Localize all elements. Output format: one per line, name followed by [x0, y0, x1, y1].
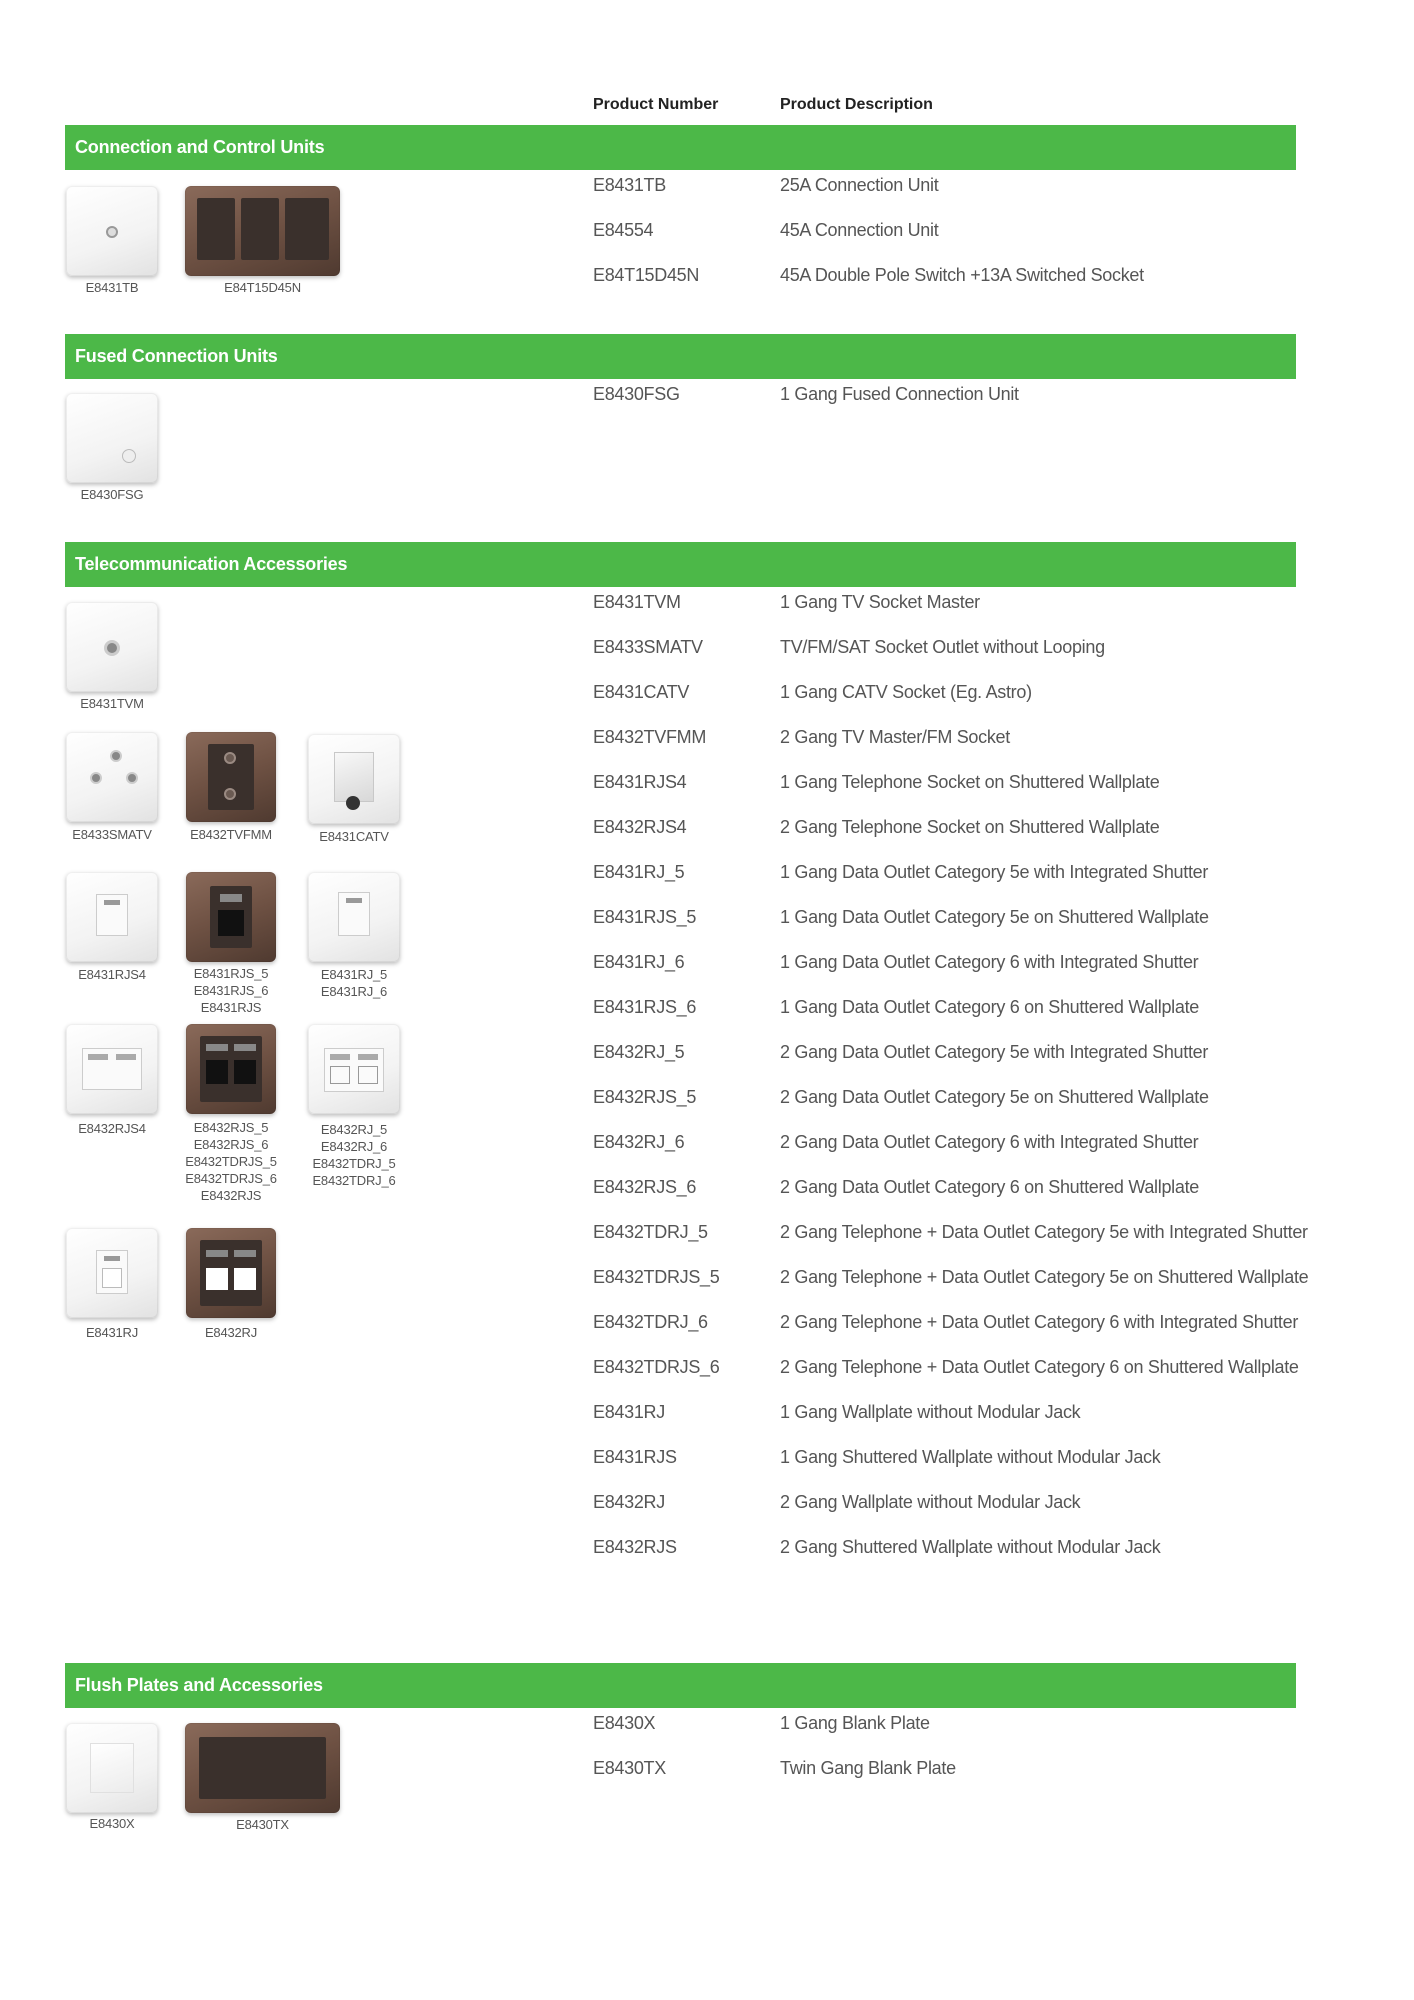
socket-icon	[285, 198, 329, 260]
product-number: E8431RJ_5	[593, 862, 685, 882]
wallplate-image	[66, 1228, 158, 1318]
product-description: 1 Gang Data Outlet Category 5e on Shuttered Wallplate	[780, 907, 1209, 927]
product-description: 2 Gang Telephone + Data Outlet Category 5e on Shuttered Wallplate	[780, 1267, 1309, 1287]
product-caption: E8431RJ	[85, 1325, 139, 1340]
wallplate-image	[185, 1723, 340, 1813]
jack-opening	[206, 1268, 228, 1290]
product-number: E8431RJS_6	[593, 997, 697, 1017]
product-caption: E8431RJS4	[78, 967, 146, 982]
sat-socket-icon	[110, 750, 122, 762]
product-number: E84554	[593, 220, 654, 240]
product-number: E8432TDRJ_6	[593, 1312, 708, 1332]
caption-line: E8432TDRJS_6	[185, 1171, 277, 1186]
table-row	[0, 592, 1414, 620]
product-number: E8433SMATV	[593, 637, 703, 657]
product-description: 1 Gang Shuttered Wallplate without Modular Jack	[780, 1447, 1161, 1467]
product-description: 25A Connection Unit	[780, 175, 939, 195]
label-icon	[330, 1054, 350, 1060]
caption-line: E8431RJ_6	[320, 984, 388, 999]
product-description: 2 Gang Shuttered Wallplate without Modular Jack	[780, 1537, 1161, 1557]
blank-insert	[199, 1737, 326, 1799]
table-row	[0, 682, 1414, 710]
table-row	[0, 1357, 1414, 1385]
product-caption	[176, 965, 286, 1016]
shutter-icon	[104, 900, 120, 905]
product-caption: E8433SMATV	[72, 827, 152, 842]
label-icon	[220, 894, 242, 902]
label-icon	[104, 1256, 120, 1261]
wallplate-image	[308, 872, 400, 962]
product-description: 2 Gang Data Outlet Category 6 on Shuttered Wallplate	[780, 1177, 1199, 1197]
label-icon	[116, 1054, 136, 1060]
jack-icon	[206, 1060, 228, 1084]
caption-line: E8432TDRJS_5	[185, 1154, 277, 1169]
caption-line: E8432TDRJ_5	[312, 1156, 396, 1171]
product-description: 1 Gang CATV Socket (Eg. Astro)	[780, 682, 1032, 702]
table-row	[0, 1492, 1414, 1520]
wallplate-image	[66, 872, 158, 962]
jack-opening	[102, 1268, 122, 1288]
caption-line: E8431RJS_6	[193, 983, 269, 998]
product-number: E8432TDRJS_5	[593, 1267, 720, 1287]
product-description: 2 Gang TV Master/FM Socket	[780, 727, 1010, 747]
product-number: E8431RJS	[593, 1447, 677, 1467]
product-description: 2 Gang Wallplate without Modular Jack	[780, 1492, 1081, 1512]
jack-opening	[234, 1268, 256, 1290]
product-number: E8432RJS	[593, 1537, 677, 1557]
product-caption	[301, 1121, 407, 1189]
label-icon	[88, 1054, 108, 1060]
product-description: 2 Gang Data Outlet Category 6 with Integrated Shutter	[780, 1132, 1199, 1152]
product-number: E8431RJ	[593, 1402, 665, 1422]
blank-insert	[90, 1743, 134, 1793]
product-number: E8432RJ_5	[593, 1042, 685, 1062]
product-number: E8432TDRJS_6	[593, 1357, 720, 1377]
fm-socket-icon	[224, 788, 236, 800]
wallplate-image	[186, 872, 276, 962]
label-icon	[346, 898, 362, 903]
wallplate-image	[186, 1024, 276, 1114]
product-description: 2 Gang Telephone + Data Outlet Category 5e with Integrated Shutter	[780, 1222, 1308, 1242]
product-caption: E8431TVM	[80, 696, 144, 711]
product-description: 2 Gang Data Outlet Category 5e with Integrated Shutter	[780, 1042, 1209, 1062]
product-description: 1 Gang Blank Plate	[780, 1713, 930, 1733]
product-caption: E8430TX	[236, 1817, 289, 1832]
product-description: 1 Gang Data Outlet Category 5e with Integrated Shutter	[780, 862, 1209, 882]
product-number: E84T15D45N	[593, 265, 700, 285]
product-description: 1 Gang Fused Connection Unit	[780, 384, 1019, 404]
product-number: E8432RJ	[593, 1492, 665, 1512]
product-description: 45A Double Pole Switch +13A Switched Socket	[780, 265, 1144, 285]
column-header-product-number: Product Number	[593, 96, 719, 113]
product-description: 1 Gang Wallplate without Modular Jack	[780, 1402, 1081, 1422]
product-caption: E8431CATV	[319, 829, 389, 844]
label-icon	[234, 1044, 256, 1051]
product-number: E8431CATV	[593, 682, 690, 702]
product-number: E8430FSG	[593, 384, 680, 404]
product-number: E8431TVM	[593, 592, 681, 612]
product-number: E8431TB	[593, 175, 666, 195]
switch-icon	[241, 198, 279, 260]
product-caption	[176, 1119, 286, 1204]
product-caption: E84T15D45N	[224, 280, 301, 295]
caption-line: E8432RJ_5	[320, 1122, 388, 1137]
jack-icon	[358, 1066, 378, 1084]
wallplate-image	[66, 186, 158, 276]
product-caption: E8430FSG	[80, 487, 144, 502]
product-description: 1 Gang Telephone Socket on Shuttered Wallplate	[780, 772, 1160, 792]
jack-icon	[218, 910, 244, 936]
caption-line: E8432RJS_6	[193, 1137, 269, 1152]
product-number: E8432RJS_6	[593, 1177, 697, 1197]
caption-line: E8432RJS_5	[193, 1120, 269, 1135]
product-caption: E8431TB	[85, 280, 139, 295]
catv-cover	[334, 752, 374, 802]
caption-line: E8432TDRJ_6	[312, 1173, 396, 1188]
product-description: 1 Gang Data Outlet Category 6 on Shuttered Wallplate	[780, 997, 1199, 1017]
jack-icon	[234, 1060, 256, 1084]
product-description: 1 Gang Data Outlet Category 6 with Integrated Shutter	[780, 952, 1199, 972]
caption-line: E8432RJ_6	[320, 1139, 388, 1154]
switch-icon	[197, 198, 235, 260]
column-header-product-description: Product Description	[780, 96, 933, 113]
caption-line: E8432RJS	[200, 1188, 262, 1203]
terminal-icon	[106, 226, 118, 238]
product-number: E8431RJ_6	[593, 952, 685, 972]
wallplate-image	[186, 1228, 276, 1318]
fuse-icon	[122, 449, 136, 463]
section-header-fused-connection-units: Fused Connection Units	[65, 334, 1296, 379]
product-description: 45A Connection Unit	[780, 220, 939, 240]
product-number: E8430X	[593, 1713, 656, 1733]
product-number: E8432RJ_6	[593, 1132, 685, 1152]
label-icon	[234, 1250, 256, 1257]
product-caption: E8432TVFMM	[190, 827, 272, 842]
label-icon	[206, 1044, 228, 1051]
wallplate-image	[308, 1024, 400, 1114]
table-row	[0, 1402, 1414, 1430]
label-icon	[358, 1054, 378, 1060]
product-caption	[303, 966, 405, 1000]
product-caption: E8430X	[89, 1816, 135, 1831]
caption-line: E8431RJS	[200, 1000, 262, 1015]
product-number: E8432TDRJ_5	[593, 1222, 708, 1242]
wallplate-image	[66, 602, 158, 692]
product-number: E8432RJS4	[593, 817, 687, 837]
section-header-telecommunication-accessories: Telecommunication Accessories	[65, 542, 1296, 587]
product-number: E8430TX	[593, 1758, 666, 1778]
wallplate-image	[308, 734, 400, 824]
jack-icon	[330, 1066, 350, 1084]
product-description: 2 Gang Telephone + Data Outlet Category 6 with Integrated Shutter	[780, 1312, 1299, 1332]
product-number: E8432RJS_5	[593, 1087, 697, 1107]
product-caption: E8432RJS4	[78, 1121, 146, 1136]
wallplate-image	[186, 732, 276, 822]
label-icon	[206, 1250, 228, 1257]
product-description: TV/FM/SAT Socket Outlet without Looping	[780, 637, 1105, 657]
table-row	[0, 1447, 1414, 1475]
product-description: 1 Gang TV Socket Master	[780, 592, 980, 612]
fm-socket-icon	[126, 772, 138, 784]
wallplate-image	[66, 393, 158, 483]
caption-line: E8431RJS_5	[193, 966, 269, 981]
product-number: E8432TVFMM	[593, 727, 707, 747]
table-row	[0, 384, 1414, 412]
wallplate-image	[185, 186, 340, 276]
table-row	[0, 1537, 1414, 1565]
product-description: Twin Gang Blank Plate	[780, 1758, 956, 1778]
section-header-connection-control-units: Connection and Control Units	[65, 125, 1296, 170]
wallplate-image	[66, 1723, 158, 1813]
catv-connector-icon	[346, 796, 360, 810]
tv-socket-icon	[104, 640, 120, 656]
product-number: E8431RJS4	[593, 772, 687, 792]
table-row	[0, 637, 1414, 665]
product-caption: E8432RJ	[204, 1325, 258, 1340]
wallplate-image	[66, 1024, 158, 1114]
caption-line: E8431RJ_5	[320, 967, 388, 982]
tv-socket-icon	[224, 752, 236, 764]
product-number: E8431RJS_5	[593, 907, 697, 927]
product-description: 2 Gang Telephone Socket on Shuttered Wallplate	[780, 817, 1160, 837]
product-description: 2 Gang Data Outlet Category 5e on Shuttered Wallplate	[780, 1087, 1209, 1107]
section-header-flush-plates-accessories: Flush Plates and Accessories	[65, 1663, 1296, 1708]
tv-socket-icon	[90, 772, 102, 784]
product-description: 2 Gang Telephone + Data Outlet Category 6 on Shuttered Wallplate	[780, 1357, 1299, 1377]
wallplate-image	[66, 732, 158, 822]
